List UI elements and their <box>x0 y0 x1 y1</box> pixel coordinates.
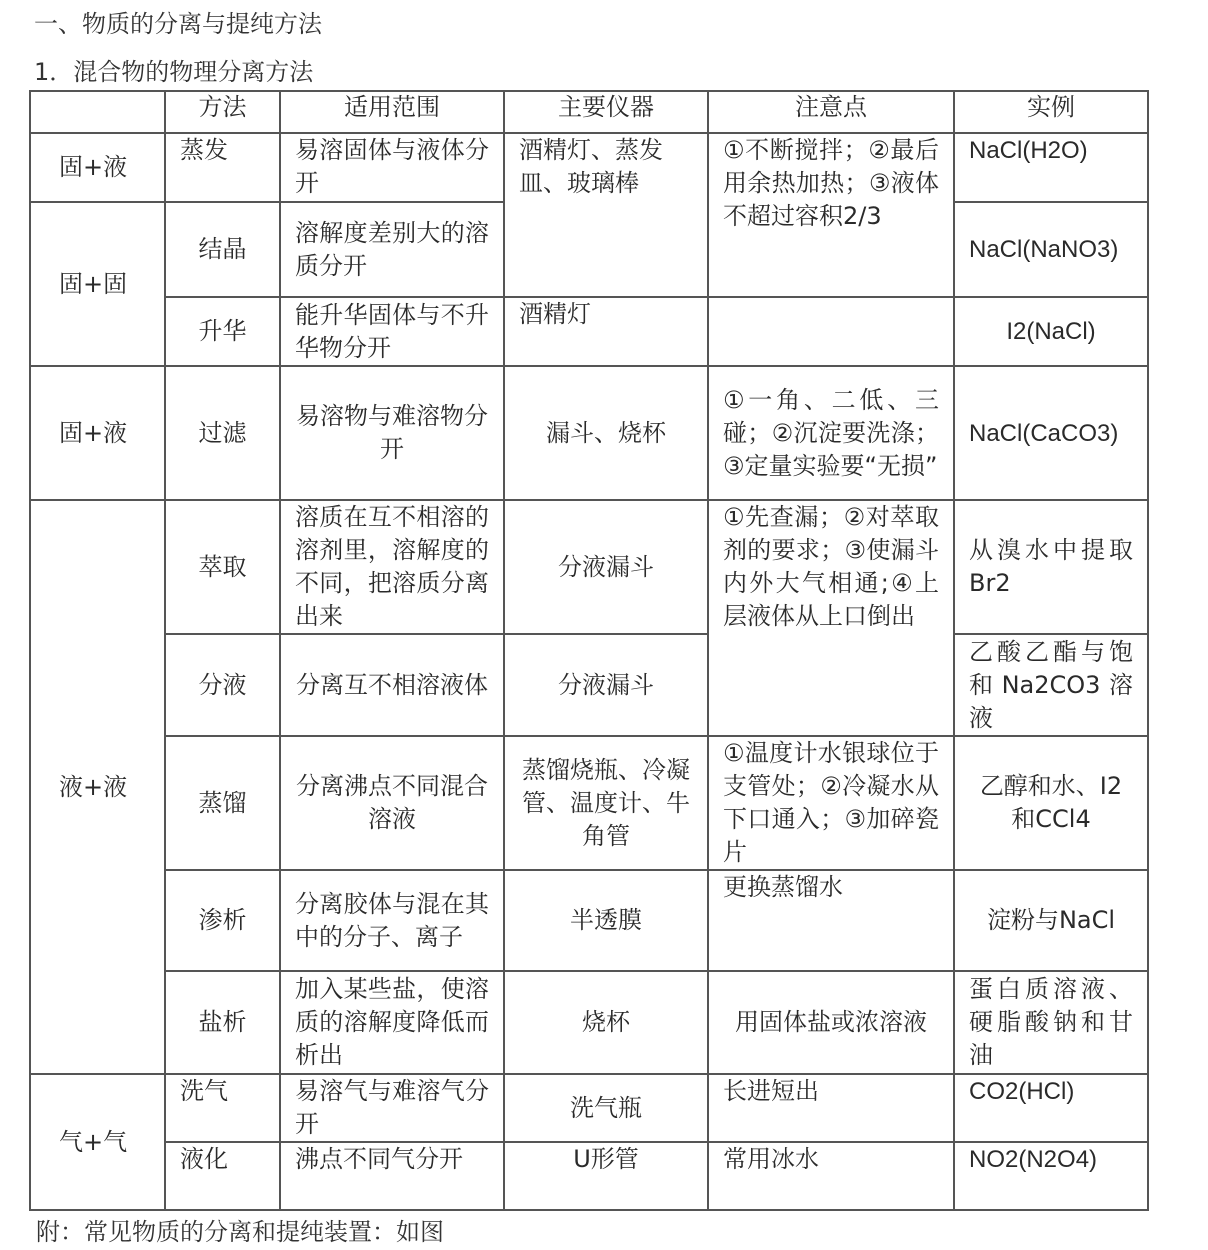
table-row <box>30 1074 1148 1142</box>
example-formula: NaCl(NaNO3) <box>969 236 1119 263</box>
subsection-title: 1．混合物的物理分离方法 <box>34 58 314 86</box>
method-cell: 蒸馏 <box>165 736 280 870</box>
scope-cell: 能升华固体与不升华物分开 <box>280 297 504 366</box>
method-cell: 分液 <box>165 634 280 736</box>
example-cell <box>954 366 1148 500</box>
scope-cell: 分离胶体与混在其中的分子、离子 <box>280 870 504 971</box>
category-cell: 固+液 <box>30 366 165 500</box>
example-cell: 乙酸乙酯与饱和Na2CO3溶液 <box>954 634 1148 736</box>
table-row <box>30 133 1148 202</box>
example-cell: 淀粉与NaCl <box>954 870 1148 971</box>
method-cell: 过滤 <box>165 366 280 500</box>
table-row <box>30 297 1148 366</box>
example-cell: 乙醇和水、I2和CCl4 <box>954 736 1148 870</box>
scope-cell: 易溶物与难溶物分开 <box>280 366 504 500</box>
notes-cell <box>708 297 954 366</box>
scope-cell: 易溶气与难溶气分开 <box>280 1074 504 1142</box>
category-cell: 固+固 <box>30 202 165 366</box>
notes-cell: 长进短出 <box>708 1074 954 1142</box>
instruments-cell: 酒精灯、蒸发皿、玻璃棒 <box>504 133 708 297</box>
example-cell <box>954 133 1148 202</box>
example-cell <box>954 202 1148 297</box>
scope-cell: 加入某些盐，使溶质的溶解度降低而析出 <box>280 971 504 1074</box>
example-cell: 蛋白质溶液、硬脂酸钠和甘油 <box>954 971 1148 1074</box>
instruments-cell: 烧杯 <box>504 971 708 1074</box>
example-cell: 从溴水中提取Br2 <box>954 500 1148 634</box>
instruments-cell: 蒸馏烧瓶、冷凝管、温度计、牛角管 <box>504 736 708 870</box>
header-notes: 注意点 <box>708 91 954 133</box>
header-method: 方法 <box>165 91 280 133</box>
instruments-cell: 分液漏斗 <box>504 500 708 634</box>
method-cell: 升华 <box>165 297 280 366</box>
scope-cell: 分离互不相溶液体 <box>280 634 504 736</box>
notes-cell: ①先查漏；②对萃取剂的要求；③使漏斗内外大气相通;④上层液体从上口倒出 <box>708 500 954 736</box>
table-row <box>30 634 1148 736</box>
method-cell: 液化 <box>165 1142 280 1210</box>
example-cell <box>954 1074 1148 1142</box>
notes-cell: ①一角、二低、三碰；②沉淀要洗涤；③定量实验要“无损” <box>708 366 954 500</box>
table-row <box>30 736 1148 870</box>
example-formula: CO2(HCl) <box>969 1078 1075 1105</box>
method-cell: 洗气 <box>165 1074 280 1142</box>
instruments-cell: 洗气瓶 <box>504 1074 708 1142</box>
method-cell: 渗析 <box>165 870 280 971</box>
category-cell: 液+液 <box>30 500 165 1074</box>
notes-cell: ①温度计水银球位于支管处；②冷凝水从下口通入；③加碎瓷片 <box>708 736 954 870</box>
method-cell: 萃取 <box>165 500 280 634</box>
header-scope: 适用范围 <box>280 91 504 133</box>
section-title: 一、物质的分离与提纯方法 <box>34 10 322 38</box>
scope-cell: 溶解度差别大的溶质分开 <box>280 202 504 297</box>
example-formula: NaCl(H2O) <box>969 137 1088 164</box>
example-formula: I2(NaCl) <box>1006 318 1096 345</box>
notes-cell: ①不断搅拌；②最后用余热加热；③液体不超过容积2/3 <box>708 133 954 297</box>
example-cell <box>954 1142 1148 1210</box>
instruments-cell: 酒精灯 <box>504 297 708 366</box>
table-row <box>30 870 1148 971</box>
header-category <box>30 91 165 133</box>
scope-cell: 溶质在互不相溶的溶剂里，溶解度的不同，把溶质分离出来 <box>280 500 504 634</box>
method-cell: 蒸发 <box>165 133 280 202</box>
table-header-row <box>30 91 1148 133</box>
header-example: 实例 <box>954 91 1148 133</box>
instruments-cell: 漏斗、烧杯 <box>504 366 708 500</box>
example-formula: NO2(N2O4) <box>969 1146 1098 1173</box>
table-row <box>30 1142 1148 1210</box>
separation-methods-table <box>29 90 1149 1211</box>
instruments-cell: 分液漏斗 <box>504 634 708 736</box>
table-row <box>30 500 1148 634</box>
table-row <box>30 971 1148 1074</box>
scope-cell: 易溶固体与液体分开 <box>280 133 504 202</box>
category-cell: 气+气 <box>30 1074 165 1210</box>
notes-cell: 常用冰水 <box>708 1142 954 1210</box>
scope-cell: 沸点不同气分开 <box>280 1142 504 1210</box>
table-row <box>30 366 1148 500</box>
footer-note: 附：常见物质的分离和提纯装置：如图 <box>36 1218 444 1246</box>
method-cell: 盐析 <box>165 971 280 1074</box>
instruments-cell: U形管 <box>504 1142 708 1210</box>
notes-cell: 更换蒸馏水 <box>708 870 954 971</box>
header-instruments: 主要仪器 <box>504 91 708 133</box>
scope-cell: 分离沸点不同混合溶液 <box>280 736 504 870</box>
instruments-cell: 半透膜 <box>504 870 708 971</box>
example-cell <box>954 297 1148 366</box>
example-formula: NaCl(CaCO3) <box>969 419 1119 447</box>
method-cell: 结晶 <box>165 202 280 297</box>
category-cell: 固+液 <box>30 133 165 202</box>
notes-cell: 用固体盐或浓溶液 <box>708 971 954 1074</box>
